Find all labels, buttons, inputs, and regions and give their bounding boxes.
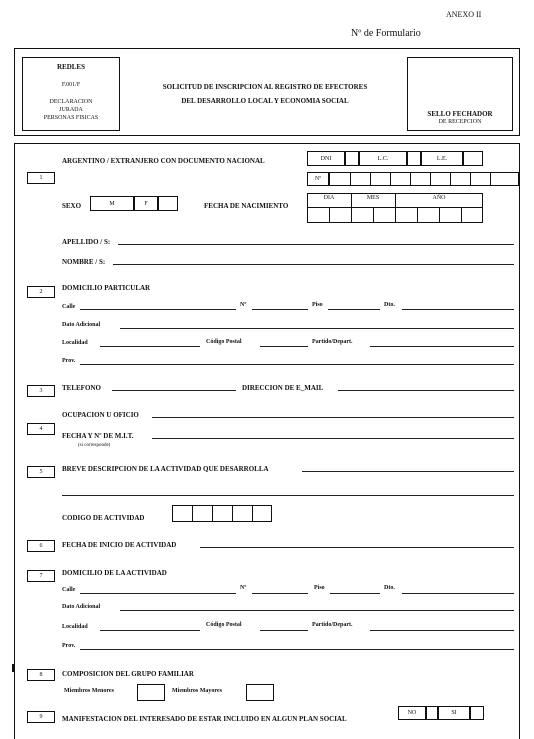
activity-province-field[interactable]: [80, 649, 514, 650]
home-city-label: Localidad: [62, 340, 88, 346]
email-label: DIRECCION DE E_MAIL: [242, 384, 324, 392]
home-province-label: Prov.: [62, 358, 76, 364]
surname-field[interactable]: [118, 244, 514, 245]
section-2-number: 2: [27, 286, 55, 298]
phone-field[interactable]: [112, 390, 236, 391]
mit-note: (si corresponde): [78, 443, 111, 448]
adults-label: Miembros Mayores: [172, 688, 222, 694]
activity-floor-field[interactable]: [330, 593, 380, 594]
form-code: F.001/F: [61, 82, 81, 88]
name-field[interactable]: [113, 264, 514, 265]
start-date-title: FECHA DE INICIO DE ACTIVIDAD: [62, 541, 177, 549]
program-name: REDLES: [56, 63, 85, 71]
nationality-label: ARGENTINO / EXTRANJERO CON DOCUMENTO NACIONAL: [62, 157, 265, 165]
home-apt-label: Dto.: [384, 302, 395, 308]
home-province-field[interactable]: [80, 364, 514, 365]
social-plan-yes-check[interactable]: [470, 706, 484, 720]
home-floor-field[interactable]: [328, 309, 380, 310]
declaration-line1: DECLARACION: [49, 99, 93, 105]
activity-floor-label: Piso: [314, 585, 325, 591]
home-zip-label: Código Postal: [206, 339, 242, 345]
declaration-line3: PERSONAS FISICAS: [43, 115, 99, 121]
activity-code-input[interactable]: [172, 505, 272, 522]
home-number-field[interactable]: [252, 309, 308, 310]
section-4-number: 4: [27, 423, 55, 435]
activity-city-field[interactable]: [100, 630, 200, 631]
doc-number-label: Nº: [307, 172, 329, 186]
activity-street-label: Calle: [62, 587, 76, 593]
home-zip-field[interactable]: [260, 346, 308, 347]
section-7-number: 7: [27, 570, 55, 582]
social-plan-no-check[interactable]: [426, 706, 438, 720]
home-apt-field[interactable]: [402, 309, 514, 310]
minors-label: Miembros Menores: [64, 688, 114, 694]
home-district-label: Partido/Depart.: [312, 339, 353, 345]
mit-field[interactable]: [152, 438, 514, 439]
start-date-field[interactable]: [200, 547, 514, 548]
declaration-line2: JURADA: [59, 107, 83, 113]
adults-input[interactable]: [246, 684, 274, 701]
home-extra-label: Dato Adicional: [62, 322, 101, 328]
stamp-line2: DE RECEPCION: [438, 119, 482, 125]
activity-city-label: Localidad: [62, 624, 88, 630]
activity-address-title: DOMICILIO DE LA ACTIVIDAD: [62, 569, 167, 577]
activity-code-label: CODIGO DE ACTIVIDAD: [62, 514, 145, 522]
section-9-number: 9: [27, 711, 55, 723]
social-plan-no[interactable]: NO: [398, 706, 426, 720]
birth-year-label: AÑO: [432, 195, 446, 201]
section-6-number: 6: [27, 540, 55, 552]
activity-province-label: Prov.: [62, 643, 76, 649]
home-extra-field[interactable]: [120, 328, 514, 329]
sex-option-m[interactable]: M: [90, 196, 134, 211]
doc-type-lc-check[interactable]: [407, 151, 421, 166]
activity-extra-label: Dato Adicional: [62, 604, 101, 610]
home-city-field[interactable]: [100, 346, 200, 347]
activity-extra-field[interactable]: [120, 610, 514, 611]
section-5-number: 5: [27, 466, 55, 478]
doc-type-dni-check[interactable]: [345, 151, 359, 166]
occupation-label: OCUPACION U OFICIO: [62, 411, 139, 419]
phone-label: TELEFONO: [62, 384, 101, 392]
sex-option-f[interactable]: F: [134, 196, 158, 211]
activity-apt-field[interactable]: [402, 593, 514, 594]
sex-label: SEXO: [62, 202, 82, 210]
home-district-field[interactable]: [370, 346, 514, 347]
home-address-title: DOMICILIO PARTICULAR: [62, 284, 151, 292]
annex-label: ANEXO II: [446, 10, 482, 19]
activity-zip-label: Código Postal: [206, 622, 242, 628]
section-3-number: 3: [27, 385, 55, 397]
doc-type-le[interactable]: L.E.: [421, 151, 463, 166]
activity-district-field[interactable]: [370, 630, 514, 631]
birth-day-label: DIA: [323, 195, 335, 201]
stamp-line1: SELLO FECHADOR: [427, 110, 493, 118]
sex-check[interactable]: [158, 196, 178, 211]
activity-number-label: Nº: [240, 585, 247, 591]
home-floor-label: Piso: [312, 302, 323, 308]
activity-description-field-2[interactable]: [62, 495, 514, 496]
activity-apt-label: Dto.: [384, 585, 395, 591]
birth-date-label: FECHA DE NACIMIENTO: [204, 202, 289, 210]
doc-type-dni[interactable]: DNI: [307, 151, 345, 166]
mit-label: FECHA Y Nº DE M.I.T.: [62, 432, 134, 440]
home-street-field[interactable]: [80, 309, 236, 310]
section-8-number: 8: [27, 669, 55, 681]
home-number-label: Nº: [240, 302, 247, 308]
minors-input[interactable]: [137, 684, 165, 701]
email-field[interactable]: [338, 390, 514, 391]
activity-district-label: Partido/Depart.: [312, 622, 353, 628]
birth-month-label: MES: [366, 195, 380, 201]
home-street-label: Calle: [62, 304, 76, 310]
social-plan-yes[interactable]: SI: [438, 706, 470, 720]
form-title-line1: SOLICITUD DE INSCRIPCION AL REGISTRO DE EFECTORES: [162, 83, 368, 91]
margin-mark: [12, 664, 14, 672]
activity-number-field[interactable]: [252, 593, 308, 594]
form-number-label: Nº de Formulario: [351, 28, 421, 39]
social-plan-title: MANIFESTACION DEL INTERESADO DE ESTAR INCLUIDO EN ALGUN PLAN SOCIAL: [62, 715, 347, 723]
form-title-line2: DEL DESARROLLO LOCAL Y ECONOMIA SOCIAL: [181, 97, 349, 105]
activity-zip-field[interactable]: [260, 630, 308, 631]
family-title: COMPOSICION DEL GRUPO FAMILIAR: [62, 670, 194, 678]
surname-label: APELLIDO / S:: [62, 238, 111, 246]
activity-street-field[interactable]: [80, 593, 236, 594]
doc-type-lc[interactable]: L.C.: [359, 151, 407, 166]
occupation-field[interactable]: [152, 417, 514, 418]
section-1-number: 1: [27, 172, 55, 184]
activity-description-title: BREVE DESCRIPCION DE LA ACTIVIDAD QUE DESARROLLA: [62, 465, 269, 473]
activity-description-field-1[interactable]: [302, 471, 514, 472]
doc-type-le-check[interactable]: [463, 151, 483, 166]
name-label: NOMBRE / S:: [62, 258, 106, 266]
